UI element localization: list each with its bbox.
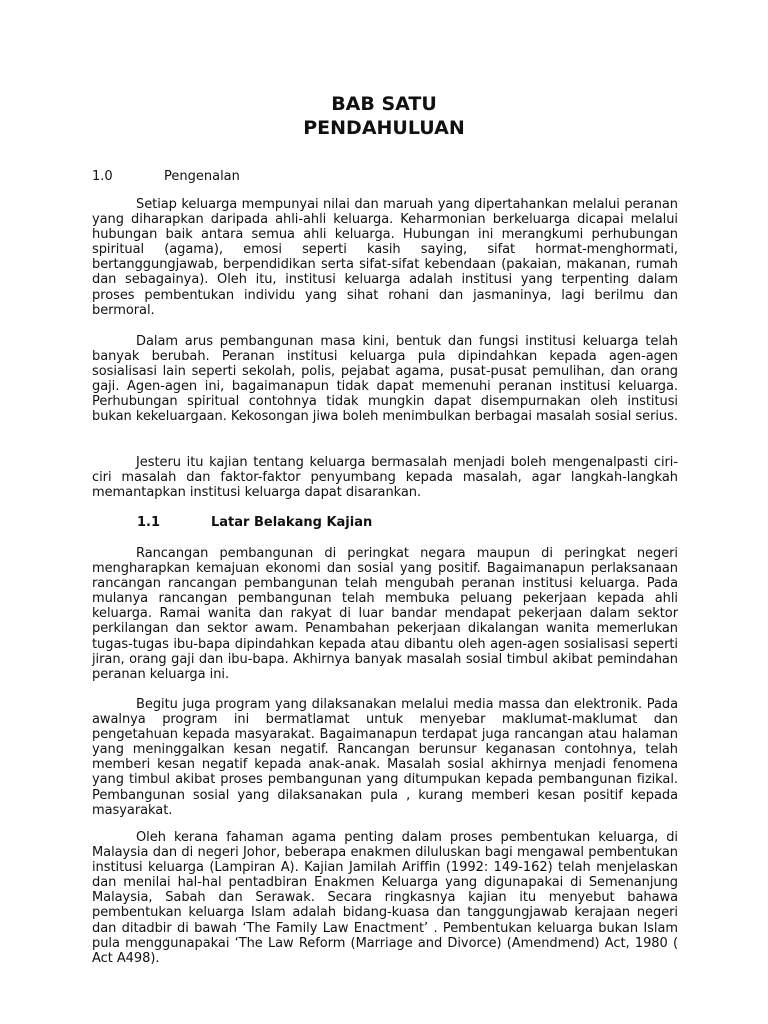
section-title: Latar Belakang Kajian bbox=[211, 515, 373, 530]
paragraph: Jesteru itu kajian tentang keluarga bermasalah menjadi boleh mengenalpasti ciri-ciri masalah dan faktor-faktor penyumbang kepada masalah, agar langkah-langkah memantapkan institusi keluarga dapat disarankan. bbox=[92, 455, 678, 501]
section-title: Pengenalan bbox=[164, 169, 240, 184]
section-heading-1-1 bbox=[137, 515, 437, 531]
paragraph: Dalam arus pembangunan masa kini, bentuk dan fungsi institusi keluarga telah banyak berubah. Peranan institusi keluarga pula dipindahkan kepada agen-agen sosialisasi lain seperti sekolah, polis, pejabat agama, pusat-pusat pemulihan, dan orang gaji. Agen-agen ini, bagaimanapun tidak dapat memenuhi peranan institusi keluarga. Perhubungan spiritual contohnya tidak mungkin dapat disempurnakan oleh institusi bukan kekeluargaan. Kekosongan jiwa boleh menimbulkan berbagai masalah sosial serius. bbox=[92, 334, 678, 425]
paragraph: Oleh kerana fahaman agama penting dalam proses pembentukan keluarga, di Malaysia dan di negeri Johor, beberapa enakmen diluluskan bagi mengawal pembentukan institusi keluarga (Lampiran A). Kajian Jamilah Ariffin (1992: 149-162) telah menjelaskan dan menilai hal-hal pentadbiran Enakmen Keluarga yang digunapakai di Semenanjung Malaysia, Sabah dan Serawak. Secara ringkasnya kajian itu menyebut bahawa pembentukan keluarga Islam adalah bidang-kuasa dan tanggungjawab kerajaan negeri dan ditadbir di bawah ‘The Family Law Enactment’ . Pembentukan keluarga bukan Islam pula menggunapakai ‘The Law Reform (Marriage and Divorce) (Amendmend) Act, 1980 ( Act A498). bbox=[92, 830, 678, 966]
paragraph: Setiap keluarga mempunyai nilai dan maruah yang dipertahankan melalui peranan yang diharapkan daripada ahli-ahli keluarga. Keharmonian berkeluarga dicapai melalui hubungan baik antara semua ahli keluarga. Hubungan ini merangkumi perhubungan spiritual (agama), emosi seperti kasih saying, sifat hormat-menghormati, bertanggungjawab, berpendidikan serta sifat-sifat kebendaan (pakaian, makanan, rumah dan sebagainya). Oleh itu, institusi keluarga adalah institusi yang terpenting dalam proses pembentukan individu yang sihat rohani dan jasmaninya, lagi berilmu dan bermoral. bbox=[92, 197, 678, 318]
section-number: 1.1 bbox=[137, 515, 161, 530]
paragraph: Begitu juga program yang dilaksanakan melalui media massa dan elektronik. Pada awalnya program ini bermatlamat untuk menyebar maklumat-maklumat dan pengetahuan kepada masyarakat. Bagaimanapun terdapat juga rancangan atau halaman yang meninggalkan kesan negatif. Rancangan berunsur keganasan contohnya, telah memberi kesan negatif kepada anak-anak. Masalah sosial akhirnya menjadi fenomena yang timbul akibat proses pembangunan yang ditumpukan kepada pembangunan fizikal. Pembangunan sosial yang dilaksanakan pula , kurang memberi kesan positif kepada masyarakat. bbox=[92, 697, 678, 818]
section-number: 1.0 bbox=[92, 169, 113, 184]
paragraph: Rancangan pembangunan di peringkat negara maupun di peringkat negeri mengharapkan kemajuan ekonomi dan sosial yang positif. Bagaimanapun perlaksanaan rancangan rancangan pembangunan telah mengubah peranan institusi keluarga. Pada mulanya rancangan pembangunan telah membuka peluang pekerjaan kepada ahli keluarga. Ramai wanita dan rakyat di luar bandar mendapat pekerjaan dalam sektor perkilangan dan sektor awam. Penambahan pekerjaan dikalangan wanita memerlukan tugas-tugas ibu-bapa dipindahkan kepada atau dibantu oleh agen-agen sosialisasi seperti jiran, orang gaji dan ibu-bapa. Akhirnya banyak masalah sosial timbul akibat pemindahan peranan keluarga ini. bbox=[92, 546, 678, 682]
chapter-title: PENDAHULUAN bbox=[303, 117, 465, 139]
chapter-label: BAB SATU bbox=[331, 93, 437, 115]
section-heading-1-0 bbox=[92, 169, 392, 185]
